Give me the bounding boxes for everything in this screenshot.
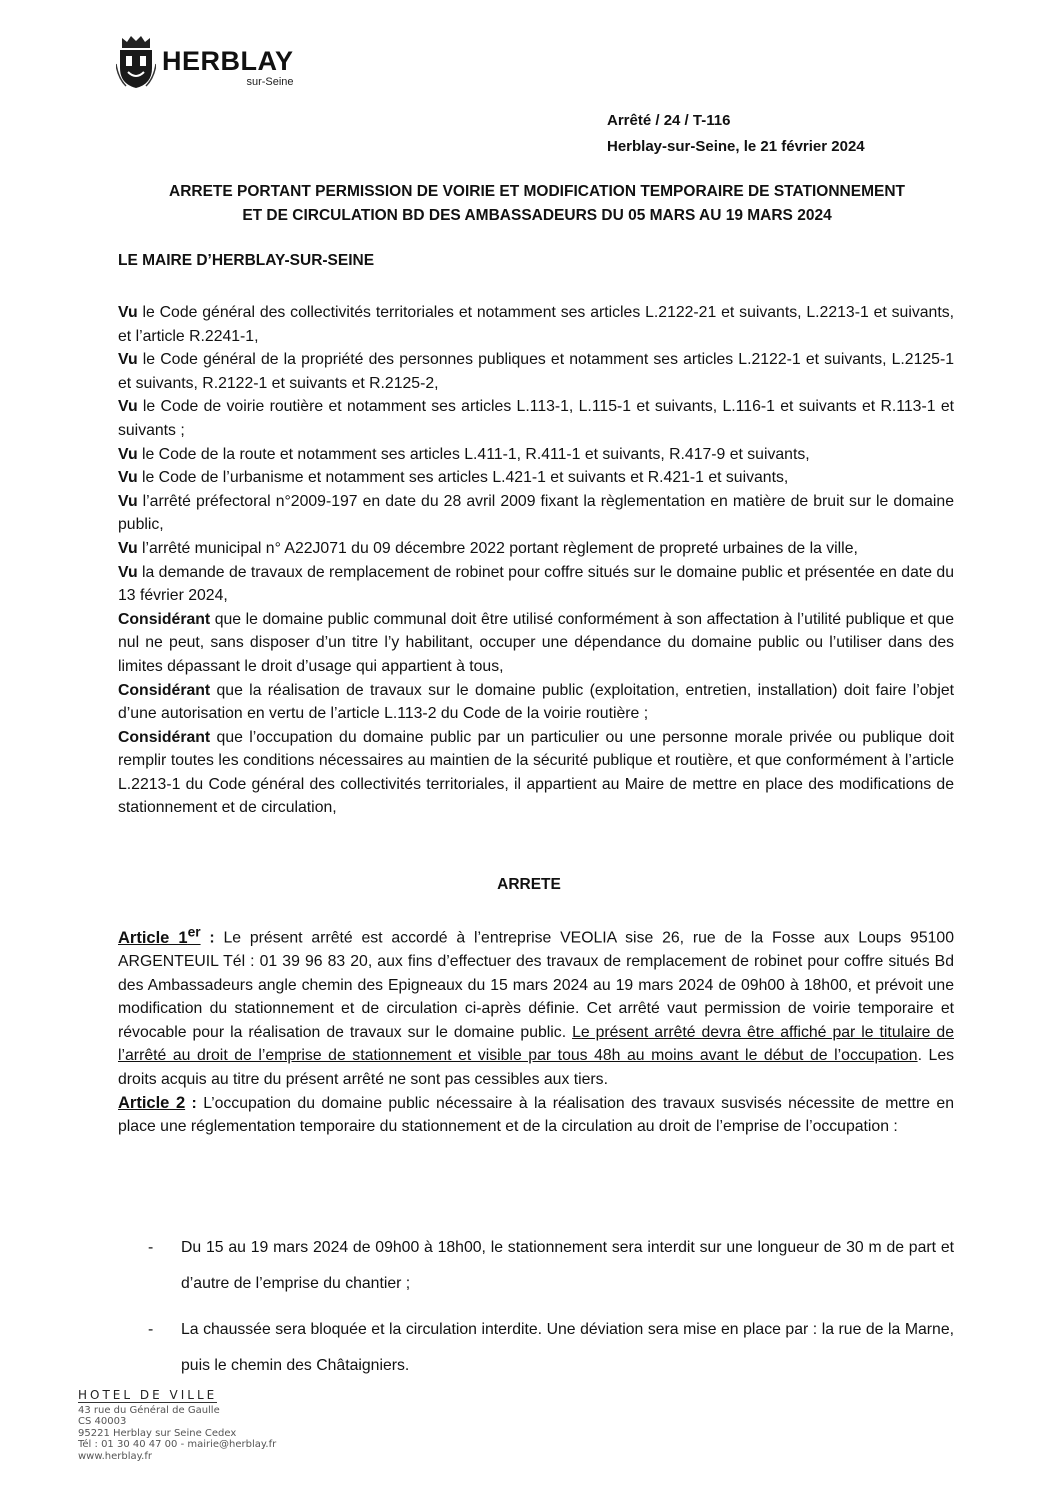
consideration-item: Considérant que l’occupation du domaine public par un particulier ou une personne morale privée ou publique doit remplir toutes les conditions nécessaires au maintien de la sécurité publique et routière, et que conformément à l’article L.2213-1 du Code général des collectivités territoriales, il appartient au Maire de mettre en place des modifications de stationnement et de circulation, xyxy=(118,728,954,817)
logo-name: HERBLAY xyxy=(162,46,294,76)
footer-title: HOTEL DE VILLE xyxy=(78,1388,218,1402)
consideration-item: Vu le Code général des collectivités territoriales et notamment ses articles L.2122-21 et suivants, L.2213-1 et suivants, et l’article R.2241-1, xyxy=(118,304,954,345)
article-1: Article 1er : Le présent arrêté est accordé à l’entreprise VEOLIA sise 26, rue de la Fosse aux Loups 95100 ARGENTEUIL Tél : 01 39 96 83 20, aux fins d’effectuer des travaux de remplacement de robinet pour coffre situés Bd des Ambassadeurs angle chemin des Epigneaux du 15 mars 2024 au 19 mars 2024 de 09h00 à 18h00, et prévoit une modification du stationnement et de circulation ci-après définie. Cet arrêté vaut permission de voirie temporaire et révocable pour la réalisation de travaux sur le domaine public. Le présent arrêté devra être affiché par le titulaire de l’arrêté au droit de l’emprise de stationnement et visible par tous 48h au moins avant le début de l’occupation. Les droits acquis au titre du présent arrêté ne sont pas cessibles aux tiers. xyxy=(118,924,955,1089)
article-2-text: L’occupation du domaine public nécessaire à la réalisation des travaux susvisés nécessite de mettre en place une réglementation temporaire du stationnement et de la circulation au droit de l’emprise de l’occupation : xyxy=(118,1094,954,1136)
article-2-label: Article 2 xyxy=(118,1093,186,1112)
considerations-list xyxy=(118,301,954,820)
place-date: Herblay-sur-Seine, le 21 février 2024 xyxy=(607,138,865,155)
article-2: Article 2 : L’occupation du domaine public nécessaire à la réalisation des travaux susvisés nécessite de mettre en place une réglementation temporaire du stationnement et de la circulation au droit de l’emprise de l’occupation : xyxy=(118,1093,954,1136)
coat-of-arms-icon xyxy=(116,34,156,90)
footer-line: CS 40003 xyxy=(78,1416,127,1427)
article-1-underlined: Le présent arrêté devra être affiché par le titulaire de l’arrêté au droit de l’emprise de stationnement et visible par tous 48h au moins avant le début de l’occupation xyxy=(118,1023,955,1065)
consideration-item: Vu l’arrêté préfectoral n°2009-197 en date du 28 avril 2009 fixant la règlementation en matière de bruit sur le domaine public, xyxy=(118,492,954,534)
measure-item: - La chaussée sera bloquée et la circulation interdite. Une déviation sera mise en place par : la rue de la Marne, puis le chemin des Châtaigniers. xyxy=(148,1321,954,1374)
article-1-text: Le présent arrêté est accordé à l’entreprise VEOLIA sise 26, rue de la Fosse aux Loups 95100 ARGENTEUIL Tél : 01 39 96 83 20, aux fins d’effectuer des travaux de remplacement de robinet pour coffre situés Bd des Ambassadeurs angle chemin des Epigneaux du 15 mars 2024 au 19 mars 2024 de 09h00 à 18h00, et prévoit une modification du stationnement et de circulation ci-après définie. Cet arrêté vaut permission de voirie temporaire et révocable pour la réalisation de travaux sur le domaine public. xyxy=(118,929,954,1041)
title-line-2: ET DE CIRCULATION BD DES AMBASSADEURS DU 05 MARS AU 19 MARS 2024 xyxy=(242,207,832,224)
footer-line: 43 rue du Général de Gaulle xyxy=(78,1404,220,1416)
article-1-label: Article 1er xyxy=(118,924,201,947)
consideration-item: Vu la demande de travaux de remplacement de robinet pour coffre situés sur le domaine public et présentée en date du 13 février 2024, xyxy=(118,563,954,605)
measure-item: - Du 15 au 19 mars 2024 de 09h00 à 18h00, le stationnement sera interdit sur une longueur de 30 m de part et d’autre de l’emprise du chantier ; xyxy=(148,1239,954,1292)
footer-line: www.herblay.fr xyxy=(78,1450,152,1462)
title-line-1: ARRETE PORTANT PERMISSION DE VOIRIE ET MODIFICATION TEMPORAIRE DE STATIONNEMENT xyxy=(169,183,905,200)
arrete-heading: ARRETE xyxy=(497,876,561,893)
document-title xyxy=(112,180,962,228)
consideration-item: Vu le Code de voirie routière et notamment ses articles L.113-1, L.115-1 et suivants, L.116-1 et suivants et R.113-1 et suivants ; xyxy=(118,398,954,439)
consideration-item: Vu le Code de l’urbanisme et notamment ses articles L.421-1 et suivants et R.421-1 et suivants, xyxy=(118,469,789,487)
consideration-item: Vu l’arrêté municipal n° A22J071 du 09 décembre 2022 portant règlement de propreté urbaines de la ville, xyxy=(118,539,858,557)
footer-line: 95221 Herblay sur Seine Cedex xyxy=(78,1427,237,1439)
herblay-logo xyxy=(116,34,294,90)
measures-list xyxy=(148,1230,954,1394)
consideration-item: Considérant que le domaine public communal doit être utilisé conformément à son affectation à l’utilité publique et que nul ne peut, sans disposer d’un titre l’y habilitant, occuper une dépendance du domaine public ou l’utiliser dans des limites dépassant le droit d’usage qui appartient à tous, xyxy=(118,610,954,675)
consideration-item: Considérant que la réalisation de travaux sur le domaine public (exploitation, entretien, installation) doit faire l’objet d’une autorisation en vertu de l’article L.113-2 du Code de la voirie routière ; xyxy=(118,681,954,723)
consideration-item: Vu le Code général de la propriété des personnes publiques et notamment ses articles L.2122-1 et suivants, L.2125-1 et suivants, R.2122-1 et suivants et R.2125-2, xyxy=(118,351,954,392)
maire-heading: LE MAIRE D’HERBLAY-SUR-SEINE xyxy=(118,252,375,269)
consideration-item: Vu le Code de la route et notamment ses articles L.411-1, R.411-1 et suivants, R.417-9 et suivants, xyxy=(118,445,810,463)
articles-section xyxy=(118,920,954,1139)
arrete-reference: Arrêté / 24 / T-116 xyxy=(607,112,731,129)
footer-address xyxy=(78,1390,276,1462)
footer-line: Tél : 01 30 40 47 00 - mairie@herblay.fr xyxy=(78,1439,277,1450)
reference-block xyxy=(607,108,865,160)
logo-subtitle: sur-Seine xyxy=(246,76,294,88)
